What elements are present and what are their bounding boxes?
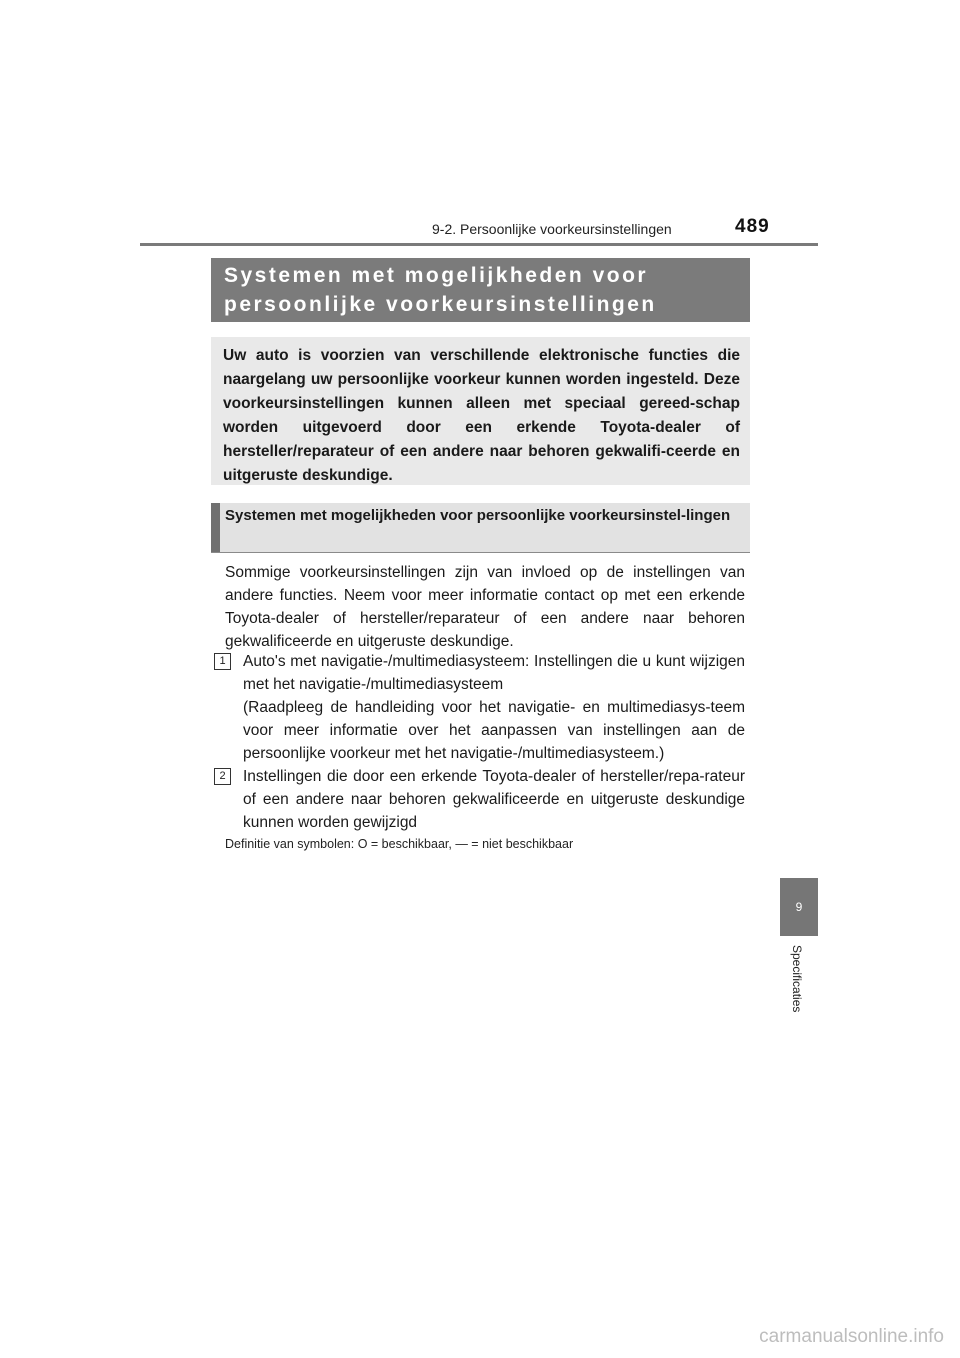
body-paragraph: Sommige voorkeursinstellingen zijn van invloed op de instellingen van andere functies. Neem voor meer informatie contact op met een erkende Toyota-dealer of hersteller/reparateur of een andere naar behoren gekwalificeerde en uitgeruste deskundige.: [225, 564, 745, 650]
intro-box: [211, 337, 750, 485]
subheading-divider: [211, 552, 750, 553]
chapter-tab: [780, 878, 818, 936]
list-item: [219, 765, 745, 834]
page-number: 489: [735, 216, 770, 237]
watermark: carmanualsonline.info: [759, 1326, 944, 1347]
page-title-line-2: persoonlijke voorkeursinstellingen: [224, 293, 657, 316]
list-item-text: Instellingen die door een erkende Toyota-dealer of hersteller/repa-rateur of een andere naar behoren gekwalificeerde en uitgeruste deskundige kunnen worden gewijzigd: [243, 768, 745, 831]
intro-text: Uw auto is voorzien van verschillende elektronische functies die naargelang uw persoonlijke voorkeur kunnen worden ingesteld. Deze voorkeursinstellingen kunnen alleen met speciaal gereed-schap worden uitgevoerd door een erkende Toyota-dealer of hersteller/reparateur of een andere naar behoren gekwalifi-ceerde en uitgeruste deskundige.: [223, 347, 740, 484]
subheading-text: Systemen met mogelijkheden voor persoonlijke voorkeursinstel-lingen: [225, 507, 731, 524]
chapter-tab-number: 9: [795, 900, 803, 914]
section-title: 9-2. Persoonlijke voorkeursinstellingen: [432, 221, 672, 237]
list-item: [219, 650, 745, 765]
page-title-line-1: Systemen met mogelijkheden voor: [224, 264, 649, 287]
header-divider: [140, 243, 818, 246]
chapter-tab-label: Specificaties: [790, 945, 804, 1013]
list-item-note: (Raadpleeg de handleiding voor het navigatie- en multimediasys-teem voor meer informatie over het aanpassen van instellingen aan de persoonlijke voorkeur met het navigatie-/multimediasysteem.): [243, 699, 745, 762]
item-number-badge: 1: [214, 653, 231, 670]
item-number-badge: 2: [214, 768, 231, 785]
page-title-band: [211, 258, 750, 322]
subheading-box: [211, 503, 750, 552]
list-item-text: Auto's met navigatie-/multimediasysteem: Instellingen die u kunt wijzigen met het navigatie-/multimediasysteem: [243, 653, 745, 693]
symbols-definition: Definitie van symbolen: O = beschikbaar, — = niet beschikbaar: [225, 837, 574, 851]
